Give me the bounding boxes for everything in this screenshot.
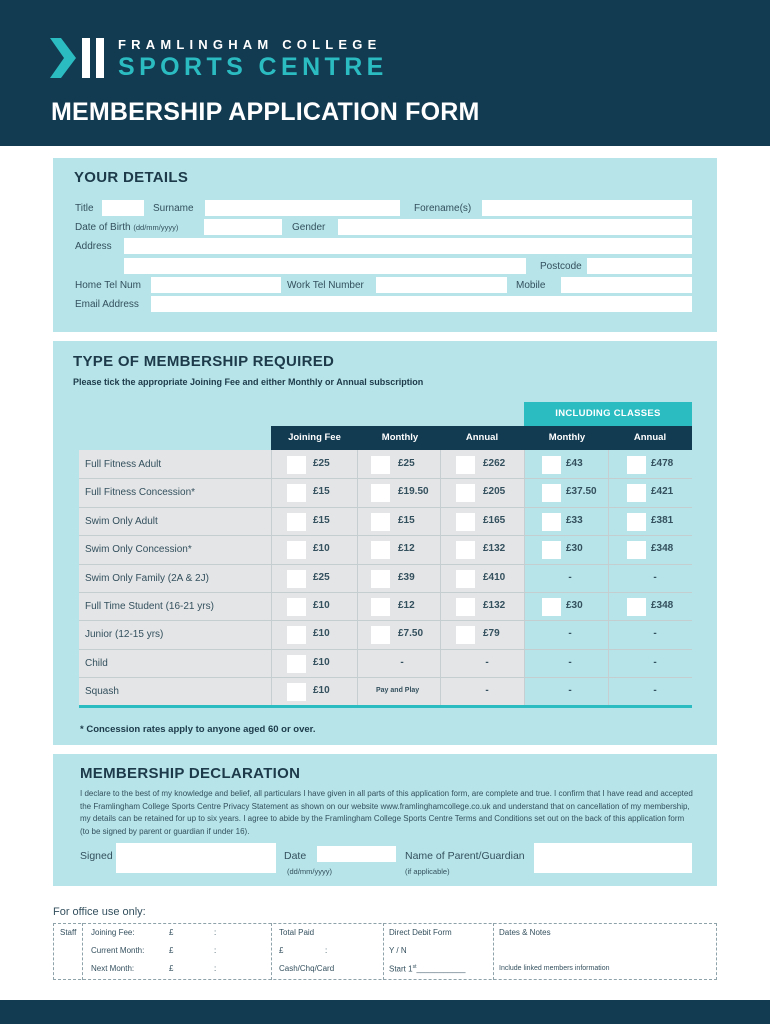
including-classes-header: INCLUDING CLASSES: [524, 402, 692, 426]
address-line1-field[interactable]: [124, 238, 692, 254]
your-details-heading: YOUR DETAILS: [74, 169, 189, 186]
guardian-field[interactable]: [534, 843, 692, 873]
not-available-dash: -: [653, 572, 657, 583]
colon-separator: :: [214, 964, 217, 973]
membership-checkbox[interactable]: [287, 626, 306, 644]
home-tel-label: Home Tel Num: [75, 280, 141, 291]
membership-checkbox[interactable]: [456, 598, 475, 616]
address-line2-field[interactable]: [124, 258, 526, 274]
membership-checkbox[interactable]: [287, 570, 306, 588]
membership-checkbox[interactable]: [287, 598, 306, 616]
membership-checkbox[interactable]: [371, 626, 390, 644]
price-value: £262: [483, 458, 506, 469]
membership-checkbox[interactable]: [287, 484, 306, 502]
price-value: £7.50: [398, 628, 424, 639]
joining-fee-label: Joining Fee:: [91, 928, 135, 937]
declaration-text: I declare to the best of my knowledge and belief, all particulars I have given in all parts of this application form, are complete and true. I confirm that I have read and accepted the Framlingham College Sports Centre Privacy Statement as shown on our website www.framlinghamcollege.co.uk and understand that on cancellation of my membership, my details can be retained for up to six years. I agree to abide by the Framlingham College Sports Centre Terms and Conditions set out on the back of this application form (to be signed by parent or guardian if under 16).: [80, 789, 693, 836]
membership-type-label: Full Fitness Concession*: [85, 487, 196, 498]
page-title: MEMBERSHIP APPLICATION FORM: [51, 98, 480, 126]
guardian-hint: (if applicable): [405, 867, 450, 876]
membership-checkbox[interactable]: [542, 484, 561, 502]
membership-checkbox[interactable]: [371, 570, 390, 588]
membership-checkbox[interactable]: [371, 598, 390, 616]
not-available-dash: -: [653, 628, 657, 639]
membership-checkbox[interactable]: [627, 541, 646, 559]
declaration-date-label: Date: [284, 850, 307, 862]
price-value: £37.50: [566, 486, 597, 497]
linked-members-label: Include linked members information: [499, 965, 610, 972]
column-divider: [440, 450, 441, 706]
membership-instruction: Please tick the appropriate Joining Fee and either Monthly or Annual subscription: [73, 377, 424, 387]
membership-checkbox[interactable]: [456, 626, 475, 644]
membership-checkbox[interactable]: [456, 484, 475, 502]
surname-field[interactable]: [205, 200, 400, 216]
membership-type-label: Swim Only Concession*: [85, 544, 192, 555]
membership-type-label: Full Time Student (16-21 yrs): [85, 601, 214, 612]
price-value: £132: [483, 600, 506, 611]
membership-checkbox[interactable]: [287, 683, 306, 701]
page-header: [0, 0, 770, 146]
membership-checkbox[interactable]: [287, 541, 306, 559]
price-value: £33: [566, 515, 583, 526]
not-available-dash: -: [568, 572, 572, 583]
price-value: £10: [313, 543, 330, 554]
title-label: Title: [75, 203, 94, 214]
price-value: £15: [313, 486, 330, 497]
not-available-dash: -: [485, 657, 489, 668]
membership-checkbox[interactable]: [456, 570, 475, 588]
start-date-label: Start 1st___________: [389, 964, 466, 974]
yes-no-label: Y / N: [389, 946, 407, 955]
colon-separator: :: [214, 928, 217, 937]
row-divider: [79, 677, 692, 678]
price-table-header: [271, 426, 692, 450]
colon-separator: :: [214, 946, 217, 955]
row-divider: [79, 535, 692, 536]
not-available-dash: -: [568, 628, 572, 639]
price-value: £39: [398, 572, 415, 583]
forename-field[interactable]: [482, 200, 692, 216]
surname-label: Surname: [153, 203, 194, 214]
email-label: Email Address: [75, 299, 139, 310]
price-value: £19.50: [398, 486, 429, 497]
price-value: £10: [313, 600, 330, 611]
not-available-dash: -: [400, 657, 404, 668]
membership-checkbox[interactable]: [627, 598, 646, 616]
price-value: £165: [483, 515, 506, 526]
price-value: £25: [313, 458, 330, 469]
declaration-date-hint: (dd/mm/yyyy): [287, 867, 332, 876]
membership-checkbox[interactable]: [542, 513, 561, 531]
office-divider: [82, 923, 83, 980]
table-bottom-rule: [79, 705, 692, 708]
membership-checkbox[interactable]: [456, 541, 475, 559]
price-value: £10: [313, 628, 330, 639]
not-available-dash: -: [653, 685, 657, 696]
colon-separator: :: [325, 946, 328, 955]
title-field[interactable]: [102, 200, 144, 216]
concession-note: * Concession rates apply to anyone aged 60 or over.: [80, 724, 316, 735]
membership-checkbox[interactable]: [456, 456, 475, 474]
signature-field[interactable]: [116, 843, 276, 873]
dob-label: Date of Birth (dd/mm/yyyy): [75, 222, 179, 233]
work-tel-label: Work Tel Number: [287, 280, 364, 291]
office-divider: [493, 923, 494, 980]
price-value: £30: [566, 600, 583, 611]
pay-and-play-text: Pay and Play: [376, 687, 420, 694]
membership-checkbox[interactable]: [371, 541, 390, 559]
membership-checkbox[interactable]: [287, 456, 306, 474]
address-label: Address: [75, 241, 112, 252]
home-tel-field[interactable]: [151, 277, 281, 293]
email-field[interactable]: [151, 296, 692, 312]
current-month-label: Current Month:: [91, 946, 145, 955]
price-value: £478: [651, 458, 674, 469]
price-value: £10: [313, 657, 330, 668]
pound-sign: £: [279, 946, 284, 955]
column-divider: [357, 450, 358, 706]
total-paid-label: Total Paid: [279, 928, 315, 937]
mobile-label: Mobile: [516, 280, 546, 291]
price-value: £79: [483, 628, 500, 639]
price-value: £381: [651, 515, 674, 526]
price-value: £43: [566, 458, 583, 469]
price-value: £205: [483, 486, 506, 497]
price-value: £15: [313, 515, 330, 526]
price-value: £25: [313, 572, 330, 583]
office-use-heading: For office use only:: [53, 906, 146, 918]
row-divider: [79, 478, 692, 479]
not-available-dash: -: [485, 685, 489, 696]
not-available-dash: -: [568, 685, 572, 696]
membership-checkbox[interactable]: [542, 541, 561, 559]
direct-debit-label: Direct Debit Form: [389, 928, 452, 937]
membership-type-label: Full Fitness Adult: [85, 459, 162, 470]
brand-name: FRAMLINGHAM COLLEGE: [118, 37, 382, 52]
pound-sign: £: [169, 928, 174, 937]
column-divider: [524, 450, 525, 706]
column-header: Joining Fee: [288, 432, 341, 443]
price-value: £12: [398, 543, 415, 554]
price-value: £15: [398, 515, 415, 526]
membership-checkbox[interactable]: [287, 655, 306, 673]
price-value: £12: [398, 600, 415, 611]
column-header: Monthly: [548, 432, 586, 443]
office-divider: [383, 923, 384, 980]
membership-checkbox[interactable]: [371, 484, 390, 502]
price-value: £132: [483, 543, 506, 554]
staff-label: Staff: [60, 928, 77, 937]
not-available-dash: -: [653, 657, 657, 668]
sports-centre-logo-icon: [50, 38, 108, 78]
next-month-label: Next Month:: [91, 964, 135, 973]
membership-checkbox[interactable]: [542, 456, 561, 474]
postcode-field[interactable]: [587, 258, 692, 274]
row-divider: [79, 507, 692, 508]
membership-checkbox[interactable]: [627, 484, 646, 502]
membership-type-label: Swim Only Adult: [85, 516, 158, 527]
row-divider: [79, 620, 692, 621]
column-divider: [271, 450, 272, 706]
dob-hint: (dd/mm/yyyy): [133, 223, 179, 232]
forename-label: Forename(s): [414, 203, 472, 214]
column-header: Annual: [633, 432, 667, 443]
office-divider: [271, 923, 272, 980]
price-value: £421: [651, 486, 674, 497]
declaration-heading: MEMBERSHIP DECLARATION: [80, 765, 301, 782]
declaration-date-field[interactable]: [317, 846, 396, 862]
payment-method-label: Cash/Chq/Card: [279, 964, 335, 973]
office-use-box: [53, 923, 717, 980]
row-divider: [79, 592, 692, 593]
membership-checkbox[interactable]: [627, 513, 646, 531]
column-header: Annual: [465, 432, 499, 443]
membership-checkbox[interactable]: [287, 513, 306, 531]
membership-checkbox[interactable]: [627, 456, 646, 474]
signed-label: Signed: [80, 850, 113, 862]
not-available-dash: -: [568, 657, 572, 668]
column-header: Monthly: [381, 432, 419, 443]
work-tel-field[interactable]: [376, 277, 507, 293]
membership-checkbox[interactable]: [456, 513, 475, 531]
membership-type-label: Junior (12-15 yrs): [85, 629, 164, 640]
page-footer: [0, 1000, 770, 1024]
gender-field[interactable]: [338, 219, 692, 235]
price-value: £30: [566, 543, 583, 554]
price-value: £348: [651, 543, 674, 554]
mobile-field[interactable]: [561, 277, 692, 293]
membership-checkbox[interactable]: [542, 598, 561, 616]
membership-type-label: Child: [85, 658, 108, 669]
row-divider: [79, 649, 692, 650]
pound-sign: £: [169, 946, 174, 955]
membership-type-label: Swim Only Family (2A & 2J): [85, 573, 209, 584]
brand-subtitle: SPORTS CENTRE: [118, 53, 388, 81]
membership-type-label: Squash: [85, 686, 119, 697]
dates-notes-label: Dates & Notes: [499, 928, 551, 937]
dob-field[interactable]: [204, 219, 282, 235]
membership-checkbox[interactable]: [371, 513, 390, 531]
pound-sign: £: [169, 964, 174, 973]
guardian-label: Name of Parent/Guardian: [405, 850, 525, 862]
postcode-label: Postcode: [540, 261, 582, 272]
price-value: £410: [483, 572, 506, 583]
gender-label: Gender: [292, 222, 326, 233]
row-divider: [79, 564, 692, 565]
membership-heading: TYPE OF MEMBERSHIP REQUIRED: [73, 353, 335, 370]
price-value: £25: [398, 458, 415, 469]
price-value: £348: [651, 600, 674, 611]
membership-checkbox[interactable]: [371, 456, 390, 474]
column-divider: [608, 450, 609, 706]
price-value: £10: [313, 685, 330, 696]
